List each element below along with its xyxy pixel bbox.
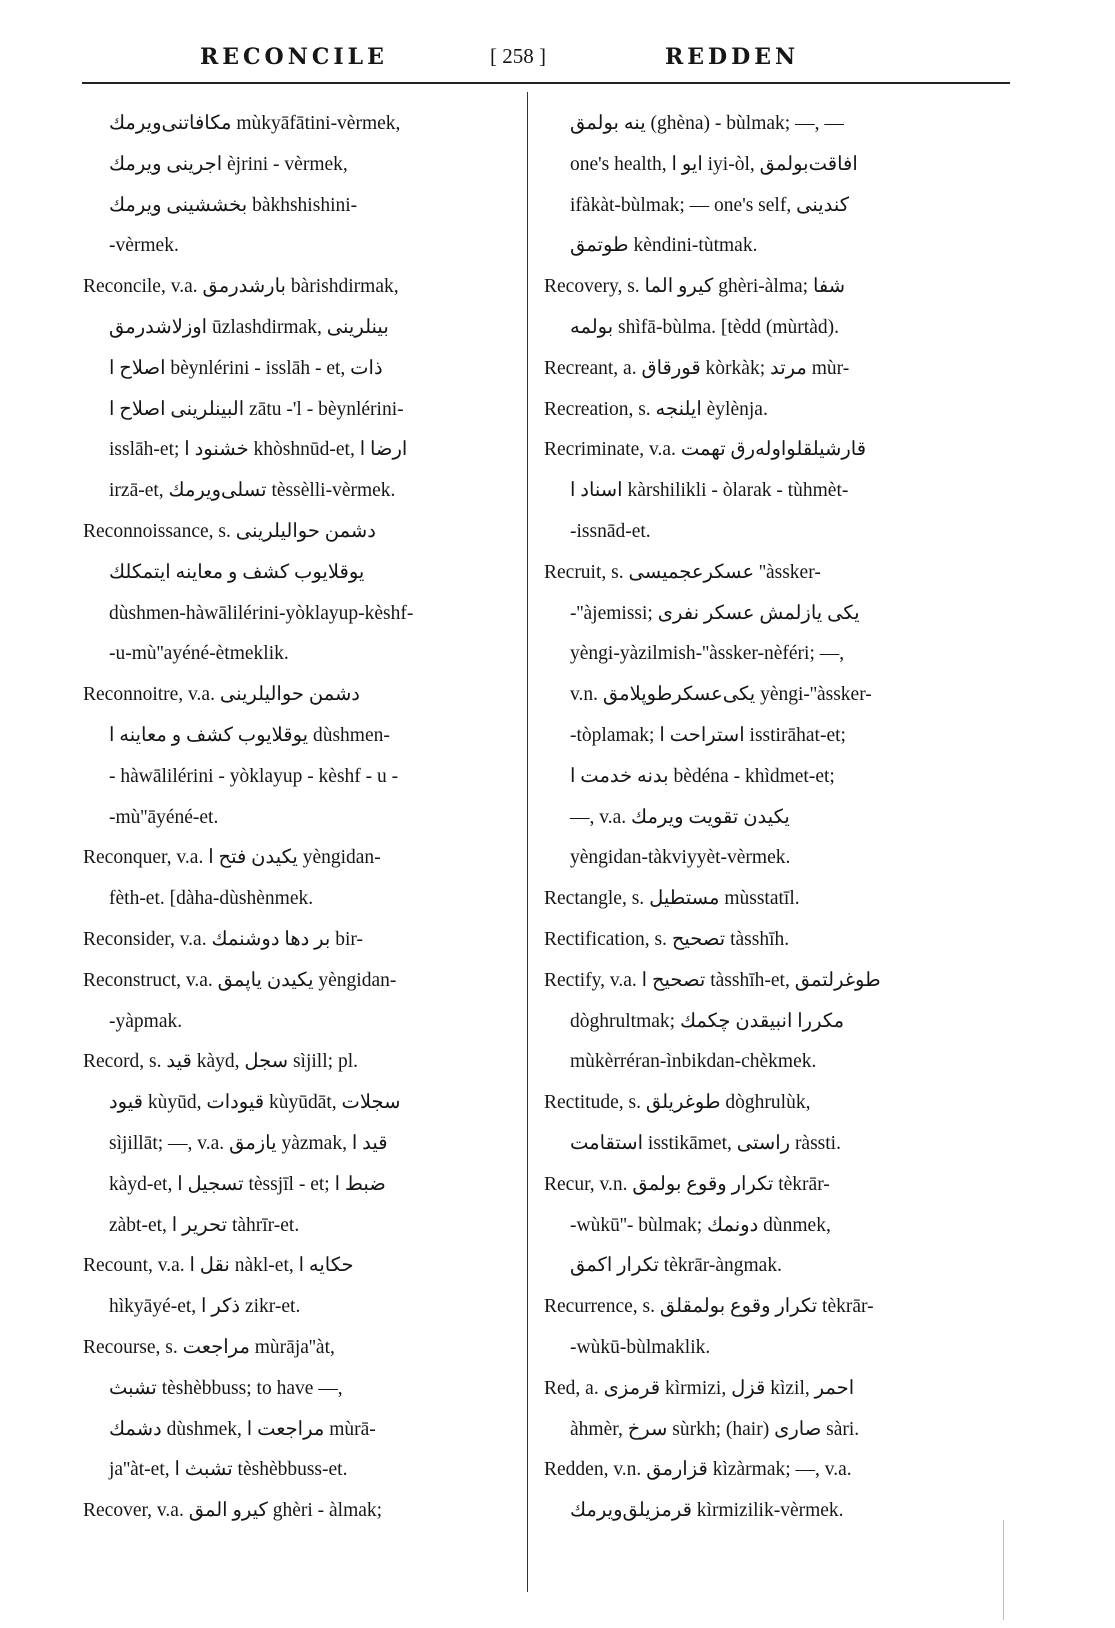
entry-line: v.n. یکی‌عسکرطوپلامق yèngi-''àssker- (570, 684, 872, 706)
entry-line: -u-mù''ayéné-ètmeklik. (109, 643, 289, 665)
entry-line: اوزلاشدرمق ūzlashdirmak, بینلرینی (109, 316, 389, 338)
entry-line: Recur, v.n. تکرار وقوع بولمق tèkrār- (544, 1173, 830, 1195)
entry-line: بولمه shìfā-bùlma. [tèdd (mùrtàd). (570, 316, 839, 338)
left-column (83, 104, 513, 1532)
entry-line: Reconsider, v.a. بر دها دوشنمك bir- (83, 928, 363, 950)
entry-line: hìkyāyé-et, ذکر ا zikr-et. (109, 1296, 301, 1318)
entry-line: Recriminate, v.a. قارشیلقلواولەرق تهمت (544, 439, 867, 461)
entry-line: اصلاح ا bèynlérini - isslāh - et, ذات (109, 357, 383, 379)
header-right-word: REDDEN (665, 44, 800, 70)
column-divider (527, 92, 528, 1592)
entry-line: Recount, v.a. نقل ا nàkl-et, حکایه ا (83, 1255, 354, 1277)
entry-line: one's health, ایو ا iyi-òl, افاقت‌بولمق (570, 153, 858, 175)
entry-line: Reconnoissance, s. دشمن حوالیلرینی (83, 520, 376, 542)
entry-line: قیود kùyūd, قیودات kùyūdāt, سجلات (109, 1092, 401, 1114)
entry-line: Reconquer, v.a. یکیدن فتح ا yèngidan- (83, 847, 381, 869)
entry-line: اسناد ا kàrshilikli - òlarak - tùhmèt- (570, 480, 849, 502)
entry-line: -yàpmak. (109, 1010, 183, 1032)
entry-line: Reconstruct, v.a. یکیدن یاپمق yèngidan- (83, 969, 397, 991)
entry-line: Rectitude, s. طوغریلق dòghrulùk, (544, 1092, 811, 1114)
entry-line: Red, a. قرمزی kìrmizi, قزل kìzil, احمر (544, 1377, 855, 1399)
entry-line: Recruit, s. عسکرعجمیسی ''àssker- (544, 561, 821, 583)
entry-line: ifàkàt-bùlmak; — one's self, کندینی (570, 194, 850, 216)
header-left-word: RECONCILE (200, 44, 388, 70)
entry-line: Rectify, v.a. تصحیح ا tàsshīh-et, طوغرلتمق (544, 969, 881, 991)
entry-line: mùkèrréran-ìnbikdan-chèkmek. (570, 1051, 817, 1073)
entry-line: بخششینی ویرمك bàkhshishini- (109, 194, 358, 216)
entry-line: dùshmen-hàwālilérini-yòklayup-kèshf- (109, 602, 414, 624)
entry-line: البینلرینی اصلاح ا zātu -'l - bèynlérini- (109, 398, 404, 420)
entry-line: isslāh-et; خشنود ا khòshnūd-et, ارضا ا (109, 439, 408, 461)
entry-line: fèth-et. [dàha-dùshènmek. (109, 888, 314, 910)
entry-line: تشبث tèshèbbuss; to have —, (109, 1377, 343, 1399)
entry-line: مكافاتنی‌ویرمك mùkyāfātini-vèrmek, (109, 113, 401, 134)
entry-line: Recreant, a. قورقاق kòrkàk; مرتد mùr- (544, 357, 850, 379)
entry-line: Recovery, s. کیرو الما ghèri-àlma; شفا (544, 276, 846, 298)
entry-line: Recreation, s. ایلنجه èylènja. (544, 398, 768, 420)
entry-line: àhmèr, سرخ sùrkh; (hair) صاری sàri. (570, 1418, 860, 1440)
entry-line: —, v.a. یکیدن تقویت ویرمك (570, 806, 790, 828)
entry-line: Recurrence, s. تکرار وقوع بولمقلق tèkrār- (544, 1296, 874, 1318)
entry-line: dòghrultmak; مکررا انبیقدن چکمك (570, 1010, 845, 1032)
entry-line: -wùkū''- bùlmak; دونمك dùnmek, (570, 1214, 831, 1236)
page-header (80, 40, 1010, 74)
header-rule (82, 82, 1010, 84)
entry-line: Rectangle, s. مستطیل mùsstatīl. (544, 888, 800, 910)
entry-line: ینه بولمق (ghèna) - bùlmak; —, — (570, 113, 844, 134)
entry-line: یوقلایوب کشف و معاینه ایتمکلك (109, 561, 365, 583)
entry-line: Recourse, s. مراجعت mùrāja''àt, (83, 1336, 335, 1358)
scan-mark (1003, 1520, 1004, 1620)
entry-line: -vèrmek. (109, 235, 179, 257)
entry-line: kàyd-et, تسجیل ا tèssjīl - et; ضبط ا (109, 1173, 386, 1195)
entry-line: استقامت isstikāmet, راستی ràssti. (570, 1132, 841, 1154)
entry-line: اجرینی ویرمك èjrini - vèrmek, (109, 153, 348, 175)
right-column (544, 104, 974, 1532)
entry-line: طوتمق kèndini-tùtmak. (570, 235, 758, 257)
entry-line: Rectification, s. تصحیح tàsshīh. (544, 928, 790, 950)
entry-line: بدنه خدمت ا bèdéna - khìdmet-et; (570, 765, 835, 787)
entry-line: -issnād-et. (570, 520, 651, 542)
entry-line: zàbt-et, تحریر ا tàhrīr-et. (109, 1214, 300, 1236)
entry-line: -wùkū-bùlmaklik. (570, 1336, 711, 1358)
entry-line: - hàwālilérini - yòklayup - kèshf - u - (109, 765, 399, 787)
page-number: [ 258 ] (490, 44, 546, 68)
entry-line: -tòplamak; استراحت ا isstirāhat-et; (570, 724, 846, 746)
entry-line: یوقلایوب کشف و معاینه ا dùshmen- (109, 724, 390, 746)
entry-line: Redden, v.n. قزارمق kìzàrmak; —, v.a. (544, 1459, 852, 1481)
entry-line: ja''àt-et, تشبث ا tèshèbbuss-et. (109, 1459, 348, 1481)
entry-line: sìjillāt; —, v.a. یازمق yàzmak, قید ا (109, 1132, 388, 1154)
entry-line: قرمزیلق‌ویرمك kìrmizilik-vèrmek. (570, 1500, 844, 1522)
entry-line: -''àjemissi; یکی یازلمش عسکر نفری (570, 602, 860, 624)
entry-line: Reconcile, v.a. بارشدرمق bàrishdirmak, (83, 276, 399, 298)
entry-line: Reconnoitre, v.a. دشمن حوالیلرینی (83, 684, 360, 706)
entry-line: yèngi-yàzilmish-''àssker-nèféri; —, (570, 643, 845, 665)
entry-line: تکرار اکمق tèkrār-àngmak. (570, 1255, 782, 1277)
entry-line: -mù''āyéné-et. (109, 806, 219, 828)
entry-line: yèngidan-tàkviyyèt-vèrmek. (570, 847, 791, 869)
entry-line: Recover, v.a. کیرو المق ghèri - àlmak; (83, 1500, 383, 1522)
entry-line: دشمك dùshmek, مراجعت ا mùrā- (109, 1418, 376, 1440)
entry-line: irzā-et, تسلی‌ویرمك tèssèlli-vèrmek. (109, 480, 396, 502)
entry-line: Record, s. قید kàyd, سجل sìjill; pl. (83, 1051, 358, 1073)
